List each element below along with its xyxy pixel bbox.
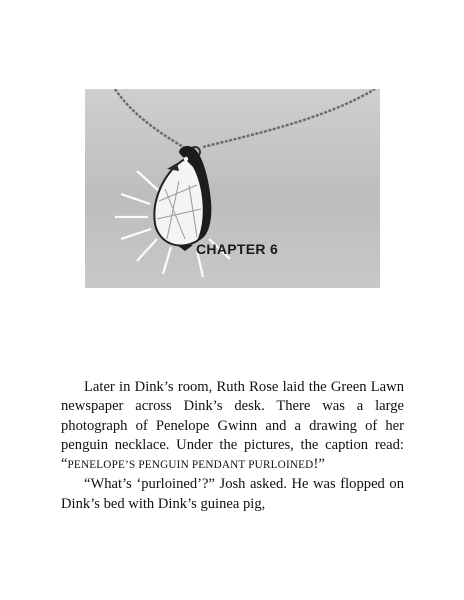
necklace-drawing (85, 89, 380, 288)
chapter-heading: CHAPTER 6 (196, 241, 279, 257)
paragraph-2: “What’s ‘purloined’?” Josh asked. He was flopped on Dink’s bed with Dink’s guinea pig, (61, 476, 404, 512)
caption-close: !” (313, 456, 325, 473)
chain-left (115, 89, 190, 151)
penguin-pendant-illustration (85, 89, 380, 288)
paragraph-1 (61, 378, 404, 475)
chain-right (203, 89, 375, 147)
paragraph-1-text: Later in Dink’s room, Ruth Rose laid the Green Lawn newspaper across Dink’s desk. There was a large photograph of Penelope Gwinn and a drawing of her penguin necklace. Under the pictures, the caption read: “ (61, 379, 404, 473)
body-text (61, 378, 404, 514)
newspaper-caption: PENELOPE’S PENGUIN PENDANT PURLOINED (67, 459, 314, 472)
penguin-pendant (154, 146, 211, 251)
